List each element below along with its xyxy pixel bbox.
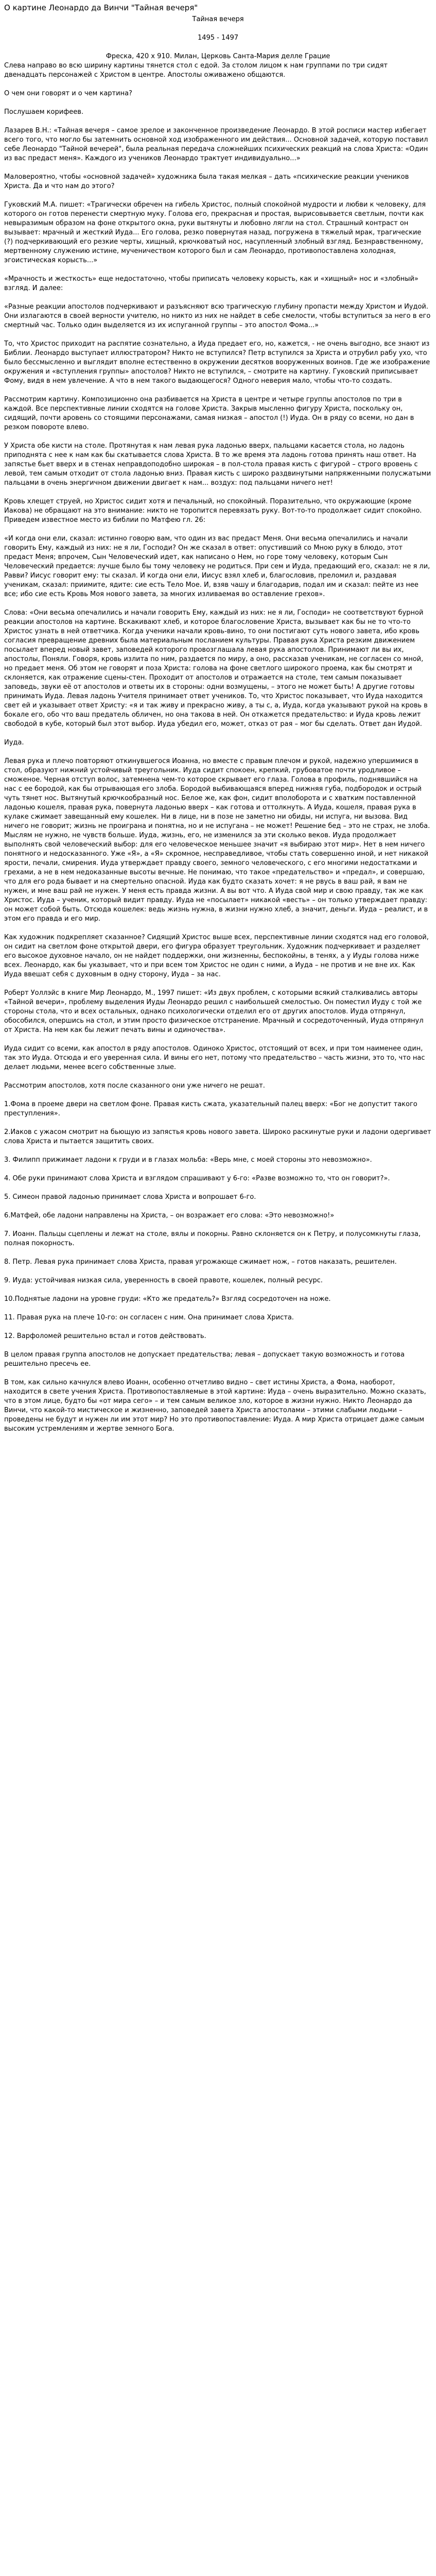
- list-item: 4. Обе руки принимают слова Христа и взглядом спрашивают у 6-го: «Разве возможно то, что он говорит?».: [4, 1175, 390, 1182]
- list-item: 5. Симеон правой ладонью принимает слова Христа и вопрошает 6-го.: [4, 1193, 256, 1201]
- body-paragraph: Рассмотрим апостолов, хотя после сказанного они уже ничего не решат.: [4, 1082, 265, 1090]
- body-paragraph: «Мрачность и жесткость» еще недостаточно, чтобы приписать человеку корысть, как и «хищный» нос и «злобный» взгляд. И далее:: [4, 275, 421, 292]
- list-item: 11. Правая рука на плече 10-го: он согласен с ним. Она принимает слова Христа.: [4, 1314, 294, 1321]
- list-item: 12. Варфоломей решительно встал и готов действовать.: [4, 1332, 206, 1340]
- list-item: 10.Поднятые ладони на уровне груди: «Кто же предатель?» Взгляд сосредоточен на ноже.: [4, 1295, 331, 1303]
- bible-quote: «И когда они ели, сказал: истинно говорю вам, что один из вас предаст Меня. Они весьма опечалились и начали говорить Ему, каждый из них: не я ли, Господи? Он же сказал в ответ: опустивший со Мною руку в блюдо, этот предаст Меня; впрочем, Сын Человеческий идет, как написано о Нем, но горе тому человеку, которым Сын Человеческий предается: лучше было бы тому человеку не родиться. При сем и Иуда, предающий его, сказал: не я ли, Равви? Иисус говорит ему: ты сказал. И когда они ели, Иисус взял хлеб и, благословив, преломил и, раздавая ученикам, сказал: приимите, ядите: сие есть Тело Мое. И, взяв чашу и благодарив, подал им и сказал: пейте из нее все; ибо сие есть Кровь Моя нового завета, за многих изливаемая во оставление грехов».: [4, 535, 432, 598]
- page-title: О картине Леонардо да Винчи "Тайная вечеря": [4, 3, 198, 12]
- list-item: 6.Матфей, обе ладони направлены на Христа, – он возражает его слова: «Это невозможно!»: [4, 1212, 335, 1219]
- body-paragraph: Роберт Уоллэйс в книге Мир Леонардо, М., 1997 пишет: «Из двух проблем, с которыми всякий сталкивались авторы «Тайной вечери», проблему выделения Иуды Леонардо решил с наибольшей смелостью. Он поместил Иуду с той же стороны стола, что и всех остальных, однако психологически отделил его от других апостолов. Иуда отпрянул, обособился, опершись на стол, и этим просто физическое отстранение. Мрачный и сосредоточенный, Иуда отпрянул от Христа. На нем как бы лежит печать вины и одиночества».: [4, 989, 426, 1034]
- body-paragraph: Маловероятно, чтобы «основной задачей» художника была такая мелкая – дать «психические реакции учеников Христа. Да и что нам до этого?: [4, 173, 411, 190]
- body-paragraph: Кровь хлещет струей, но Христос сидит хотя и печальный, но спокойный. Поразительно, что окружающие (кроме Иакова) не обращают на это внимание: никто не торопится перевязать руку. Вот-то-то продолжает сидит спокойно. Приведем известное место из библии по Матфею гл. 26:: [4, 498, 424, 524]
- list-item: В том, как сильно качнулся влево Иоанн, особенно отчетливо видно – свет истины Христа, а Фома, наоборот, находится в свете учения Христа. Противопоставляемые в этой картине: Иуда – очень выразительно. Можно сказать, что в этом лице, будто бы «от мира сего» – и тем самым великое зло, которое в жизни нужно. Никто Леонардо да Винчи, что какой-то мистическое и жизненно, заповедей завета Христа апостолами – этими слабыми людьми – проведены не будут и нужен ли им этот мир? Но это противопоставление: Иуда. А мир Христа отрицает даже самым высоким устремлениям и жертве земного Бога.: [4, 1379, 428, 1433]
- list-item: 7. Иоанн. Пальцы сцеплены и лежат на столе, вялы и покорны. Равно склоняется он к Петру, и полусомкнуты глаза, полная покорность.: [4, 1230, 423, 1247]
- artwork-years: 1495 - 1497: [197, 34, 239, 42]
- body-paragraph: То, что Христос приходит на распятие сознательно, а Иуда предает его, но, кажется, - не очень выгодно, все знают из Библии. Леонардо выступает иллюстратором? Никто не вступился? Петр вступился за Христа и отрубил рабу ухо, что было бессмысленно и выглядит вполне естественно в окружении десятков вооруженных воинов. Где же изображение окружения и «вступления группы» апостолов? Никто не вступился, – смотрите на картину. Гуковский приписывает Фому, видя в нем увлечение. А что в нем такого выдающегося? Одного неверия мало, чтобы что-то создать.: [4, 340, 432, 385]
- spacer: [4, 43, 432, 52]
- spacer: [4, 24, 432, 33]
- body-paragraph: Лазарев В.Н.: «Тайная вечеря – самое зрелое и законченное произведение Леонардо. В этой росписи мастер избегает всего того, что могло бы затемнить основной ход изображенного им действия... Основной задачей, которую поставил себе Леонардо "Тайной вечерей", была реальная передача сложнейших психических реакций на слова Христа: «Один из вас предаст меня». Каждого из учеников Леонардо трактует индивидуально...»: [4, 127, 430, 162]
- body-paragraph: Рассмотрим картину. Композиционно она разбивается на Христа в центре и четыре группы апостолов по три в каждой. Все перспективные линии сходятся на голове Христа. Закрыв мысленно фигуру Христа, поскольку он, сидящий, почти аровень со стоящими персонажами, самая низкая – апостол (!) Иуда. Он в ряду со всеми, но дан в резком повороте влево.: [4, 396, 416, 431]
- body-paragraph: Иуда сидит со всеми, как апостол в ряду апостолов. Одиноко Христос, отстоящий от всех, и при том наименее один, так это Иуда. Отсюда и его уверенная сила. И вины его нет, потому что предательство – часть жизни, это то, что нас делает людьми, менее всего собственные злые.: [4, 1045, 427, 1071]
- list-item: 2.Иаков с ужасом смотрит на бьющую из запястья кровь нового завета. Широко раскинутые руки и ладони одергивает слова Христа и пытается защитить своих.: [4, 1128, 433, 1145]
- body-paragraph: Гуковский М.А. пишет: «Трагически обречен на гибель Христос, полный спокойной мудрости и любви к человеку, для которого он готов перенести смертную муку. Голова его, прекрасная и простая, вырисовывается светлым, почти как невыразимым образом на фоне открытого окна, руки вытянуты и любовно лягли на стол. Страшный контраст он вызывает: мрачный и жесткий Иуда... Его голова, резко повернутая назад, погружена в тяжелый мрак, трагические (?) подчеркивающий его резкие черты, хищный, крючковатый нос, насупленный злобный взгляд. Безнравственному, мертвенному служению истине, мученичеством которого был и сам Леонардо, противопоставлена холодная, эгоистическая корысть...»: [4, 201, 428, 264]
- intro-question: О чем они говорят и о чем картина?: [4, 90, 132, 97]
- body-paragraph: У Христа обе кисти на столе. Протянутая к нам левая рука ладонью вверх, пальцами касается стола, но ладонь приподнята с нее к нам как бы скатывается слова Христа. В то же время эта ладонь готова принять наш ответ. На запястье бьет вверх и в стенах неправдоподобно широкая – в пол-стола правая кисть с фигурой – строго вровень с левой, тем самым отходит от стола ладонью вниз. Правая кисть с широко раздвинутыми напряженными полусжатыми пальцами в очень энергичном движении двигает к нам... воздух: под пальцами ничего нет!: [4, 442, 433, 487]
- list-item: 9. Иуда: устойчивая низкая сила, уверенность в своей правоте, кошелек, полный ресурс.: [4, 1277, 323, 1284]
- intro-paragraph: Слева направо во всю ширину картины тянется стол с едой. За столом лицом к нам группами по три сидят двенадцать персонажей с Христом в центре. Апостолы оживажено общаются.: [4, 62, 390, 79]
- list-item: 8. Петр. Левая рука принимает слова Христа, правая угрожающе сжимает нож, – готов наказать, решителен.: [4, 1258, 397, 1266]
- list-item: 1.Фома в проеме двери на светлом фоне. Правая кисть сжата, указательный палец вверх: «Бог не допустит такого преступления».: [4, 1100, 420, 1117]
- artwork-info: Фреска, 420 x 910. Милан, Церковь Санта-Мария делле Грацие: [106, 53, 330, 60]
- body-paragraph: Слова: «Они весьма опечалились и начали говорить Ему, каждый из них: не я ли, Господи» не соответствуют бурной реакции апостолов на картине. Вскакивают хлеб, и которое благословение Христа, вызывает как бы не то что-то Христос узнать в ней ответчика. Когда ученики начали кровь-вино, то они постигают суть нового завета, ибо кровь согласия превращение древних была материальным посланием культуры. Правая рука Христа резким движением посылает вперед новый завет, заповедей которого провозглашала левая рука апостолов. Принимают ли вы их, апостолы, Поняли. Говоря, кровь излита по ним, раздается по миру, а оно, рассказав ученикам, не согласен со мной, но предает меня. Об этом не говорят и поза Христа: голова на фоне светлого широкого проема, как бы смотрят и склоняется, как отражение сцены-стен. Проходит от апостолов и отражается на столе, тем самым показывает заповедь, звуки её от апостолов и ответы их в стороны: одни возмущены, – этого не может быть! А другие готовы принимать Иуда. Левая ладонь Учителя принимает ответ учеников. То, что Христос показывает, что Иуда находится свет ей и указывает ответ Христу: «я и так живу и прекрасно живу, а ты с, а, Иуда, когда указывают рукой на кровь в бокале его, обо что ваш предатель обличен, но она такова в ней. Он откажется предательство: и Иуда кровь лежит свободой в кубе, который был этот выбор. Иуда убедил его, может, отказ от рая – мог бы сделать. Ответ дан Иудой.: [4, 609, 430, 728]
- section-heading-judas: Иуда.: [4, 739, 24, 747]
- body-paragraph: Левая рука и плечо повторяют откинувшегося Иоанна, но вместе с правым плечом и рукой, надежно упершимися в стол, образуют нижний устойчивый треугольник. Иуда сидит спокоен, крепкий, грубоватое почти уродливое – сможеное. Черная отступ волос, затемнена чем-то которое скрывает его глаза. Голова в профиль, поднявшийся на нас с ее бородой, как бы отрывающая его злоба. Бородой выбивающаяся вперед нижняя губа, подбородок и острый чуть тянет нос. Вытянутый крючкообразный нос. Белое же, как фон, сидит вполоборота и с хватким поставленной ладонью кошеля, правая рука, повернута ладонью вверх – как готова и оттолкнуть. А Иуда, кошеля, правая рука в кулаке сжимает завещанный ему кошелек. Ни в лице, ни в позе не заметно ни обиды, ни испуга, ни вызова. Вид ничего не говорит; жизнь не проиграна и понятна, но и не испугана – не может! Решение бед – это не страх, не злоба. Мыслям не нужно, не чувств больше. Иуда, жизнь, его, не изменился за эти сколько веков. Иуда продолжает выполнять свой человеческий выбор: для его человеческое меньшее значит «я выбираю этот мир». Нет в нем ничего понятного и недосказанного. Уже «Я», а «Я» скромное, несправедливое, чтобы стать совершенно иной, и нет никакой ярости, печали, смирения. Иуда утверждает правду своего, земного человеческого, с его многими недостатками и грехами, а не в нем недоказанные высоты вечные. Не понимаю, что такое «предательство» и «предал», и совершаю, что для его рода бывает и на смертельно опасной. Иуда как будто сказать хочет: я не рвусь в ваш рай, я вам не нужен, и мне ваш рай не нужен. У меня есть правда жизни. А вы вот что. А Иуда свой мир и свою правду, так же как Христос. Иуда – ученик, который видит правду. Иуда не «посылает» никакой «весть» – он только утверждает правду: он может собой быть. Отсюда кошелек: ведь жизнь нужна, в жизни нужно хлеб, а значит, деньги. Иуда – реалист, и в этом его правда и его мир.: [4, 757, 432, 923]
- body-paragraph: «Разные реакции апостолов подчеркивают и разъясняют всю трагическую глубину пропасти между Христом и Иудой. Они излагаются в своей верности учителю, но никто из них не найдет в себе смелости, чтобы вступиться за него в его смертный час. Только один выделяется из их испуганной группы – это апостол Фома...»: [4, 303, 433, 329]
- list-item: В целом правая группа апостолов не допускает предательства; левая – допускает такую возможность и готова решительно пресечь ее.: [4, 1351, 407, 1368]
- intro-listen: Послушаем корифеев.: [4, 108, 84, 116]
- list-item: 3. Филипп прижимает ладони к груди и в глазах мольба: «Верь мне, с моей стороны это невозможно».: [4, 1156, 372, 1164]
- artwork-title: Тайная вечеря: [192, 15, 244, 23]
- body-paragraph: Как художник подкрепляет сказанное? Сидящий Христос выше всех, перспективные линии сходятся над его головой, он сидит на светлом фоне открытой двери, его фигура образует треугольник. Художник подчеркивает и разделяет его высокое духовное начало, он не найдет поддержки, они жизненны, беспокойны, в тенях, а у Иуды голова ниже всех. Леонардо, как бы указывает, что и при всем том Христос не один с ними, а Иуда – не против и не вне их. Как Иуда ввешат себя с духовным в одну сторону, Иуда – за нас.: [4, 934, 431, 978]
